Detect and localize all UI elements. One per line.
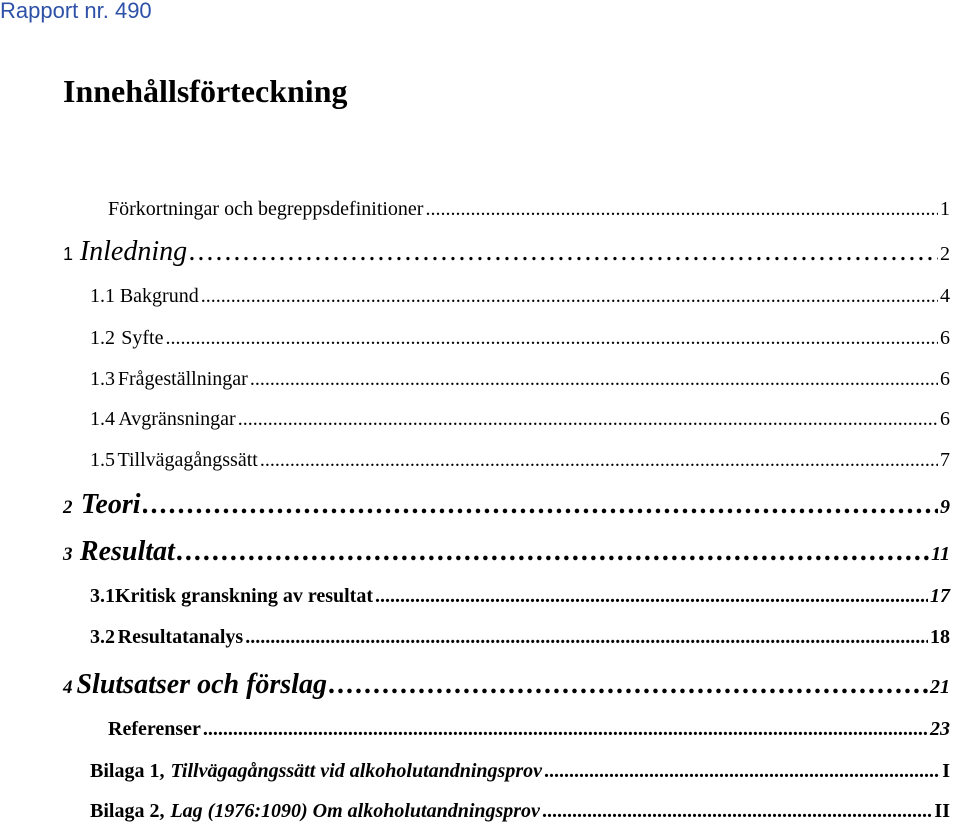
toc-entry-chapter-3[interactable]: [63, 536, 950, 568]
toc-heading: Innehållsförteckning: [63, 73, 348, 109]
toc-entry-page: 6: [940, 408, 950, 430]
toc-leader-dots: [375, 585, 928, 608]
toc-entry-number: 3.1: [90, 585, 115, 607]
toc-leader-dots: [245, 626, 928, 649]
toc-entry-number: 3.2: [90, 626, 115, 648]
toc-entry-title: Kritisk granskning av resultat: [115, 585, 373, 607]
toc-leader-dots: [260, 449, 938, 472]
toc-entry-page: 21: [930, 676, 950, 698]
toc-entry-chapter-1[interactable]: [63, 236, 950, 268]
toc-leader-dots: [250, 368, 938, 391]
toc-leader-dots: [201, 285, 938, 308]
toc-entry-page: 17: [930, 585, 950, 607]
toc-entry-title: Referenser: [108, 718, 201, 740]
toc-entry-page: 4: [940, 285, 950, 307]
toc-entry-section-1-4[interactable]: [90, 408, 950, 431]
toc-entry-title: Inledning: [79, 236, 188, 267]
toc-entry-number: 1.2: [90, 327, 115, 349]
toc-entry-title: Förkortningar och begreppsdefinitioner: [108, 198, 424, 220]
toc-entry-number: 1.1: [90, 285, 115, 307]
toc-entry-page: 6: [940, 368, 950, 390]
toc-entry-title: Slutsatser och förslag: [76, 669, 327, 700]
toc-entry-page: 1: [940, 198, 950, 220]
toc-entry-number: Bilaga 1,: [90, 760, 165, 782]
toc-entry-section-3-1[interactable]: [90, 585, 950, 608]
toc-leader-dots: [177, 536, 929, 568]
toc-entry-number: 3: [63, 544, 73, 565]
toc-entry-appendix-2[interactable]: [90, 800, 950, 823]
report-number: Rapport nr. 490: [0, 0, 152, 23]
toc-leader-dots: [544, 760, 940, 783]
toc-entry-title: Bakgrund: [119, 285, 199, 307]
toc-entry-page: 2: [940, 243, 950, 265]
toc-entry-title: Frågeställningar: [117, 368, 248, 390]
toc-entry-section-1-2[interactable]: [90, 327, 950, 350]
toc-leader-dots: [143, 489, 938, 521]
toc-entry-title: Syfte: [121, 327, 164, 349]
toc-entry-section-1-1[interactable]: [90, 285, 950, 308]
toc-entry-title: Avgränsningar: [118, 408, 236, 430]
toc-leader-dots: [425, 198, 938, 221]
toc-leader-dots: [189, 236, 938, 268]
toc-entry-title: Tillvägagångssätt: [117, 449, 258, 471]
toc-entry-number: 2: [63, 497, 73, 518]
toc-entry-appendix-1[interactable]: [90, 760, 950, 783]
toc-entry-number: 1.4: [90, 408, 115, 430]
toc-entry-section-3-2[interactable]: [90, 626, 950, 649]
toc-entry-number: 1: [63, 244, 74, 264]
toc-entry-chapter-2[interactable]: [63, 489, 950, 521]
toc-entry-number: 1.3: [90, 368, 115, 390]
toc-leader-dots: [542, 800, 932, 823]
toc-entry-section-1-3[interactable]: [90, 368, 950, 391]
toc-leader-dots: [238, 408, 938, 431]
toc-entry-title: Resultatanalys: [117, 626, 244, 648]
toc-entry-page: 11: [931, 543, 950, 565]
toc-entry-abbreviations[interactable]: [108, 198, 950, 221]
toc-entry-section-1-5[interactable]: [90, 449, 950, 472]
toc-entry-page: I: [942, 760, 950, 782]
toc-entry-page: II: [934, 800, 950, 822]
toc-leader-dots: [165, 327, 938, 350]
toc-entry-page: 6: [940, 327, 950, 349]
toc-entry-page: 23: [930, 718, 950, 740]
toc-entry-page: 7: [940, 449, 950, 471]
toc-entry-title: Lag (1976:1090) Om alkoholutandningsprov: [170, 800, 540, 822]
toc-entry-title: Teori: [80, 489, 141, 520]
toc-entry-chapter-4[interactable]: [63, 669, 950, 701]
toc-entry-title: Tillvägagångssätt vid alkoholutandningsprov: [170, 760, 542, 782]
toc-entry-number: 1.5: [90, 449, 115, 471]
toc-entry-references[interactable]: [108, 718, 950, 741]
toc-entry-number: Bilaga 2,: [90, 800, 165, 822]
toc-entry-number: 4: [63, 677, 73, 698]
toc-leader-dots: [329, 669, 928, 701]
toc-entry-page: 18: [930, 626, 950, 648]
toc-entry-page: 9: [940, 496, 950, 518]
toc-entry-title: Resultat: [79, 536, 175, 567]
toc-leader-dots: [203, 718, 928, 741]
